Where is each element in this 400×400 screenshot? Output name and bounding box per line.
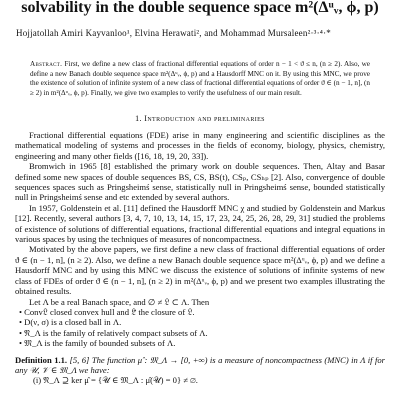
- list-item: • D(ν, σ) is a closed ball in Λ.: [19, 317, 122, 328]
- section-heading: 1. Introduction and preliminaries: [135, 114, 265, 123]
- list-item: • 𝔐_Λ is the family of bounded subsets of Λ.: [19, 338, 176, 349]
- notation-list: [15, 307, 385, 349]
- list-item: • Conv𝔏 closed convex hull and 𝔏̄ the closure of 𝔏.: [19, 306, 195, 317]
- paragraph: In 1957, Goldenstein et al. [11] defined the Hausdorff MNC χ and studied by Goldenstein and Markus [12]. Recently, several authors [3, 4, 7, 10, 13, 14, 15, 17, 23, 24, 25, 26, 28, 29, 31] studied the problems of existence of solutions of differential equations, fractional differential equations and integral equations in various spaces by using the techniques of measures of noncompactness.: [15, 202, 385, 245]
- body-text: [15, 130, 385, 386]
- definition: [15, 355, 385, 376]
- abstract-label: Abstract.: [30, 60, 63, 68]
- abstract: [30, 60, 370, 98]
- list-item: • 𝔑_Λ is the family of relatively compact subsets of Λ.: [19, 327, 208, 338]
- definition-text: [5, 6] The function μ̂ : 𝔐_Λ → [0, +∞) is a measure of noncompactness (MNC) in Λ if for any 𝒰, 𝒱 ∈ 𝔐_Λ we have:: [15, 354, 385, 375]
- definition-label: Definition 1.1.: [15, 354, 68, 365]
- paragraph: Let Λ be a real Banach space, and ∅ ≠ 𝔏 ⊂ Λ. Then: [29, 296, 210, 307]
- paragraph: Bromwich in 1965 [8] established the primary work on double sequences. Then, Altay and Basar defined some new spaces of double sequences BS, CS, BS(t), CSₚ, CSₕₚ [2]. Also, convergence of double sequences spaces such as Pringsheimś sense, statistically null in Pringsheimś sense, bounded statistically null in Pringsheimś sense and etc extended by several authors.: [15, 161, 385, 203]
- definition-item: (i) 𝔑_Λ ⊇ ker μ̂ = {𝒰 ∈ 𝔐_Λ : μ̂(𝒰) = 0} ≠ ∅.: [33, 375, 198, 386]
- paper-title: solvability in the double sequence space m²(Δᵘᵥ, ϕ, p): [21, 0, 379, 16]
- abstract-text: First, we define a new class of fractional differential equations of order n − 1 < ϑ ≤ n, (n ≥ 2). Also, we define a new Banach double sequence space m²(Δᵘᵥ, ϕ, p) and a Hausdorff MNC on it. By using this MNC, we prove the existence of solution of infinite system of a new class of fractional differential equations of order ϑ ∈ (n − 1, n], (n ≥ 2) in m²(Δᵘᵥ, ϕ, p). Finally, we give two examples to verify the usefulness of our main result.: [30, 60, 370, 97]
- author-list: Hojjatollah Amiri Kayvanloo¹, Elvina Herawati², and Mohammad Mursaleen²·³·⁴·*: [16, 28, 332, 38]
- paragraph: Fractional differential equations (FDE) arise in many engineering and scientific disciplines as the mathematical modeling of systems and processes in the fields of economy, biology, physics, chemistry, engineering and many other fields ([16, 18, 19, 20, 33]).: [15, 130, 385, 161]
- paragraph: Motivated by the above papers, we first define a new class of fractional differential equations of order ϑ ∈ (n − 1, n], (n ≥ 2). Also, we define a new Banach double sequence space m²(Δᵘᵥ, ϕ, p) and we define a Hausdorff MNC and by using this MNC we discuss the existence of solutions of infinite systems of new class of FDEs of order ϑ ∈ (n − 1, n], (n ≥ 2) in m²(Δᵘᵥ, ϕ, p) and we present two examples illustrating the obtained results.: [15, 244, 385, 297]
